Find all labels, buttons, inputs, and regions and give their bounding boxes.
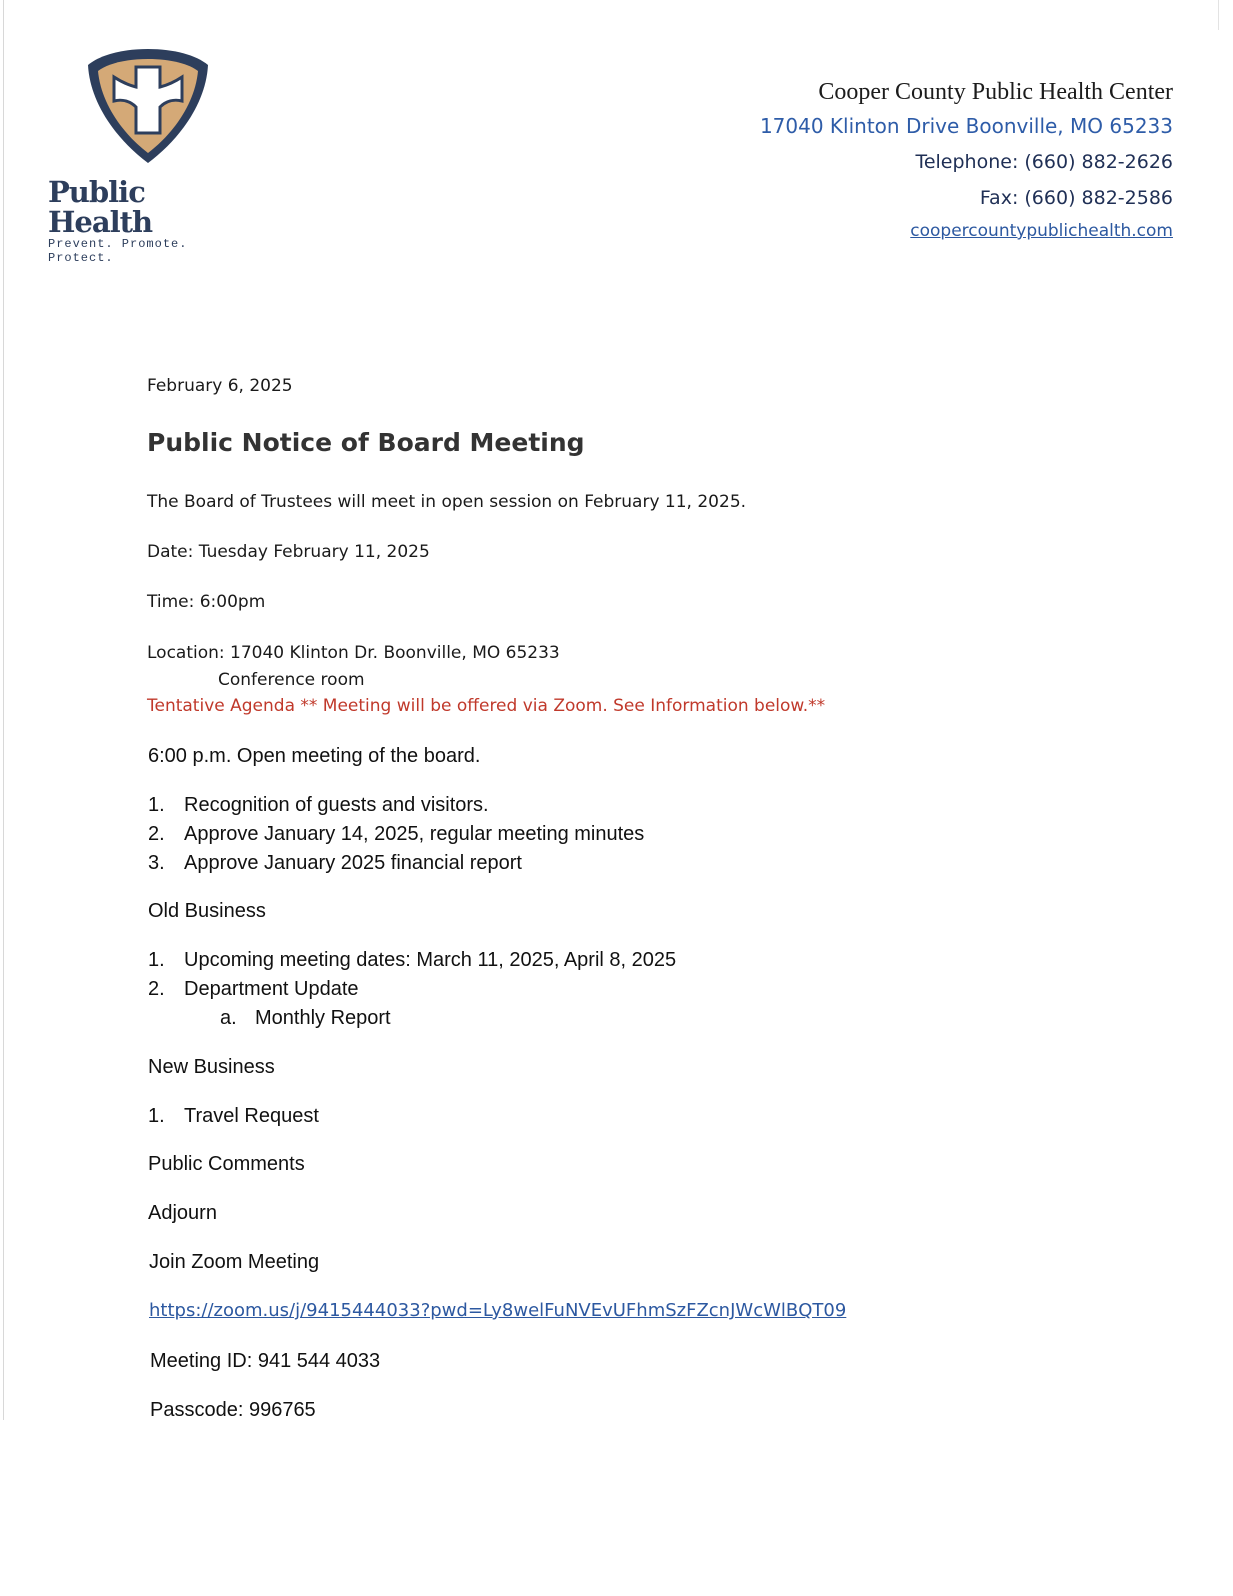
item-text: Recognition of guests and visitors. bbox=[184, 794, 489, 816]
organization-name: Cooper County Public Health Center bbox=[818, 79, 1173, 105]
item-text: Approve January 2025 financial report bbox=[184, 852, 522, 874]
list-item bbox=[148, 975, 676, 1004]
letterhead-contact bbox=[760, 76, 1173, 246]
item-text: Travel Request bbox=[184, 1105, 319, 1127]
list-item bbox=[148, 849, 644, 878]
public-health-logo bbox=[48, 45, 253, 265]
notice-date: February 6, 2025 bbox=[147, 376, 293, 396]
item-number: 1. bbox=[148, 794, 165, 816]
zoom-passcode: Passcode: 996765 bbox=[150, 1399, 316, 1421]
shield-cross-icon bbox=[84, 45, 212, 167]
list-item bbox=[148, 946, 676, 975]
tentative-agenda-note: Tentative Agenda ** Meeting will be offered via Zoom. See Information below.** bbox=[147, 696, 826, 716]
zoom-meeting-id: Meeting ID: 941 544 4033 bbox=[150, 1350, 381, 1372]
adjourn-heading: Adjourn bbox=[148, 1202, 217, 1224]
meeting-time: Time: 6:00pm bbox=[147, 592, 266, 612]
list-subitem bbox=[148, 1004, 676, 1033]
meeting-room: Conference room bbox=[218, 670, 365, 690]
item-number: 1. bbox=[148, 949, 165, 971]
item-text: Upcoming meeting dates: March 11, 2025, April 8, 2025 bbox=[184, 949, 677, 971]
agenda-list bbox=[148, 791, 644, 878]
list-item bbox=[148, 791, 644, 820]
old-business-list bbox=[148, 946, 676, 1033]
page-edge bbox=[3, 0, 4, 1420]
logo-tagline: Prevent. Promote. Protect. bbox=[48, 237, 188, 265]
item-number: 2. bbox=[148, 823, 165, 845]
organization-address: 17040 Klinton Drive Boonville, MO 65233 bbox=[759, 114, 1173, 138]
new-business-heading: New Business bbox=[148, 1056, 275, 1078]
item-number: a. bbox=[220, 1007, 237, 1029]
page-edge bbox=[1218, 0, 1219, 30]
telephone: Telephone: (660) 882-2626 bbox=[915, 151, 1173, 173]
list-item bbox=[148, 820, 644, 849]
meeting-location: Location: 17040 Klinton Dr. Boonville, MO 65233 bbox=[147, 643, 560, 663]
item-number: 2. bbox=[148, 978, 165, 1000]
old-business-heading: Old Business bbox=[148, 900, 266, 922]
meeting-date: Date: Tuesday February 11, 2025 bbox=[147, 542, 430, 562]
public-comments-heading: Public Comments bbox=[148, 1153, 305, 1175]
open-meeting-line: 6:00 p.m. Open meeting of the board. bbox=[148, 745, 481, 767]
list-item bbox=[148, 1102, 319, 1131]
website-link[interactable]: coopercountypublichealth.com bbox=[910, 221, 1173, 241]
logo-title: Public Health bbox=[48, 175, 153, 239]
intro-text: The Board of Trustees will meet in open session on February 11, 2025. bbox=[147, 492, 747, 512]
fax: Fax: (660) 882-2586 bbox=[979, 187, 1173, 209]
item-number: 3. bbox=[148, 852, 165, 874]
page-title: Public Notice of Board Meeting bbox=[147, 428, 585, 457]
item-text: Approve January 14, 2025, regular meeting minutes bbox=[184, 823, 645, 845]
item-text: Monthly Report bbox=[255, 1007, 391, 1029]
new-business-list bbox=[148, 1102, 319, 1131]
join-zoom-heading: Join Zoom Meeting bbox=[149, 1251, 320, 1273]
item-number: 1. bbox=[148, 1105, 165, 1127]
zoom-meeting-link[interactable]: https://zoom.us/j/9415444033?pwd=Ly8welFuNVEvUFhmSzFZcnJWcWlBQT09 bbox=[149, 1300, 847, 1321]
item-text: Department Update bbox=[184, 978, 359, 1000]
